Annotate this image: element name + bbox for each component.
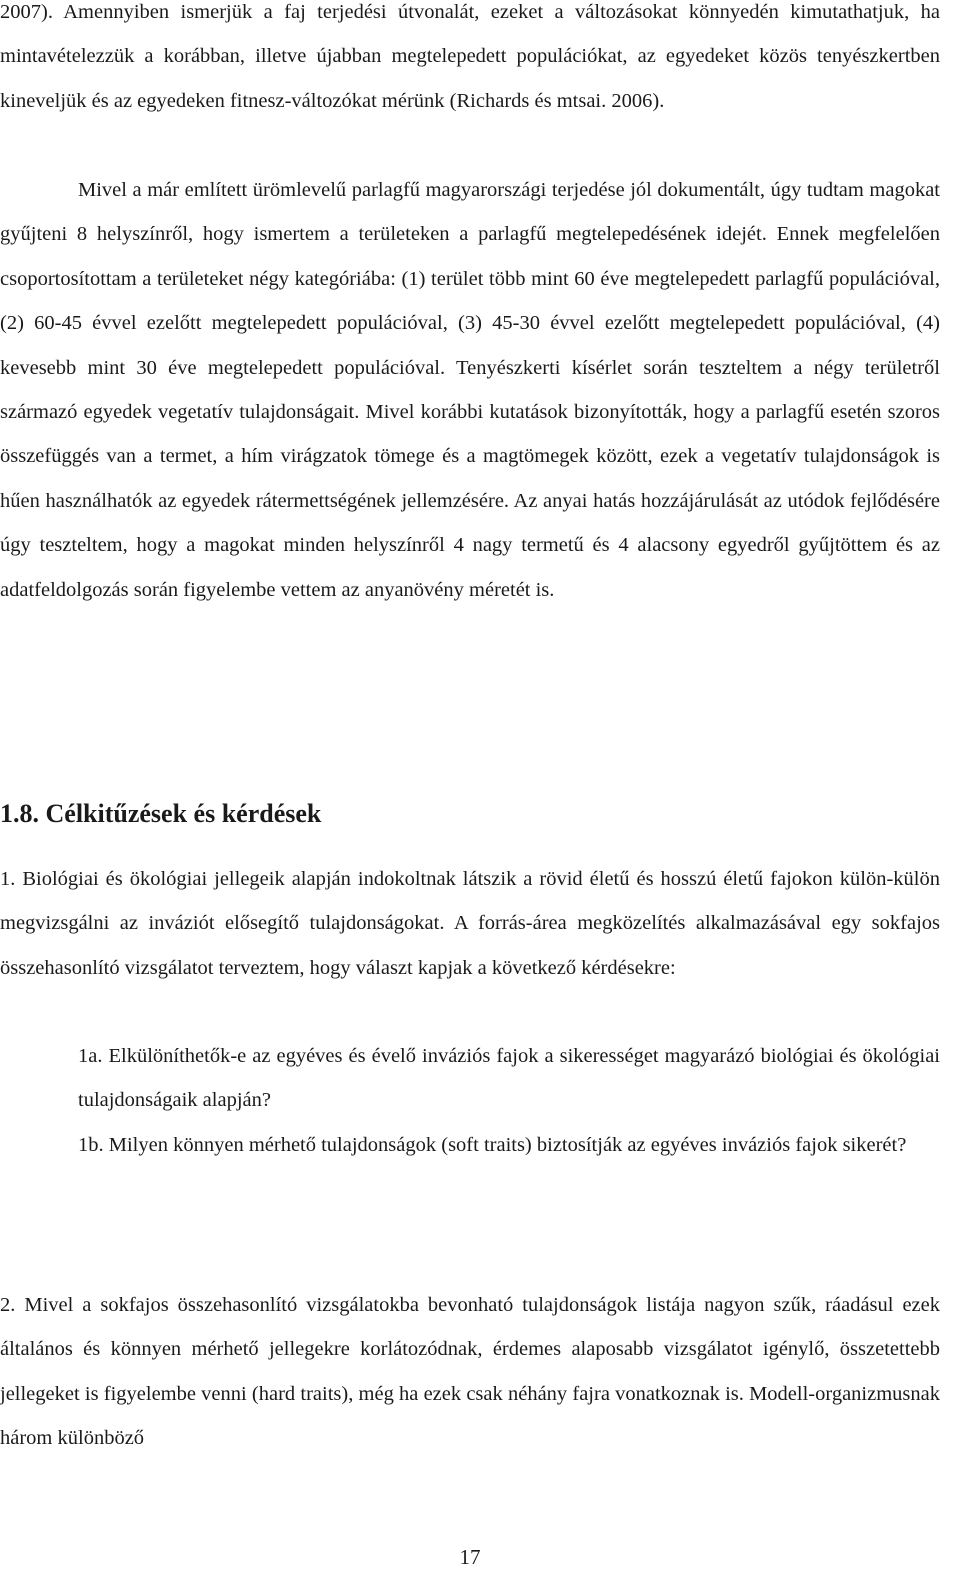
paragraph-ragweed-study: Mivel a már említett ürömlevelű parlagfű magyarországi terjedése jól dokumentált, úgy tudtam magokat gyűjteni 8 helyszínről, hogy ismertem a területeken a parlagfű megtelepedésének idejét. Ennek megfelelően csoportosítottam a területeket négy kategóriába: (1) terület több mint 60 éve megtelepedett parlagfű populációval, (2) 60-45 évvel ezelőtt megtelepedett populációval, (3) 45-30 évvel ezelőtt megtelepedett populációval, (4) kevesebb mint 30 éve megtelepedett populációval. Tenyészkerti kísérlet során teszteltem a négy területről származó egyedek vegetatív tulajdonságait. Mivel korábbi kutatások bizonyították, hogy a parlagfű esetén szoros összefüggés van a termet, a hím virágzatok tömege és a magtömegek között, ezek a vegetatív tulajdonságok is hűen használhatók az egyedek rátermettségének jellemzésére. Az anyai hatás hozzájárulását az utódok fejlődésére úgy teszteltem, hogy a magokat minden helyszínről 4 nagy termetű és 4 alacsony egyedről gyűjtöttem és az adatfeldolgozás során figyelembe vettem az anyanövény méretét is. xyxy=(0,179,940,601)
question-1b: 1b. Milyen könnyen mérhető tulajdonságok (soft traits) biztosítják az egyéves inváziós fajok sikerét? xyxy=(78,1134,907,1156)
section-heading: 1.8. Célkitűzések és kérdések xyxy=(0,799,322,828)
question-1a: 1a. Elkülöníthetők-e az egyéves és évelő inváziós fajok a sikerességet magyarázó biológiai és ökológiai tulajdonságaik alapján? xyxy=(78,1045,940,1112)
paragraph-intro-continued: 2007). Amennyiben ismerjük a faj terjedési útvonalát, ezeket a változásokat könnyedén kimutathatjuk, ha mintavételezzük a korábban, illetve újabban megtelepedett populációkat, az egyedeket közös tenyészkertben kineveljük és az egyedeken fitnesz-változókat mérünk (Richards és mtsai. 2006). xyxy=(0,1,940,112)
paragraph-objective-1: 1. Biológiai és ökológiai jellegeik alapján indokoltnak látszik a rövid életű és hosszú életű fajokon külön-külön megvizsgálni az inváziót elősegítő tulajdonságokat. A forrás-área megközelítés alkalmazásával egy sokfajos összehasonlító vizsgálatot terveztem, hogy választ kapjak a következő kérdésekre: xyxy=(0,868,940,979)
page-number: 17 xyxy=(459,1545,481,1569)
paragraph-objective-2: 2. Mivel a sokfajos összehasonlító vizsgálatokba bevonható tulajdonságok listája nagyon szűk, ráadásul ezek általános és könnyen mérhető jellegekre korlátozódnak, érdemes alaposabb vizsgálatot igénylő, összetettebb jellegeket is figyelembe venni (hard traits), még ha ezek csak néhány fajra vonatkoznak is. Modell-organizmusnak három különböző xyxy=(0,1294,940,1450)
